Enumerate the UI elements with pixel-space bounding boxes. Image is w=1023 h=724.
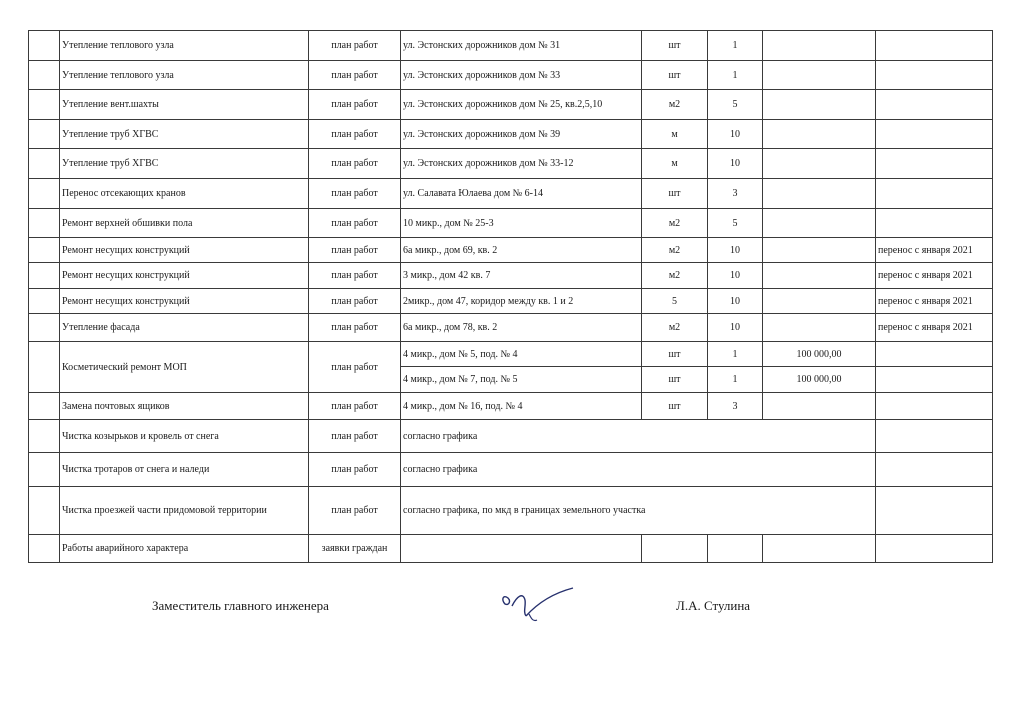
work-unit: 5 <box>642 289 708 314</box>
table-row <box>29 342 993 367</box>
work-unit: шт <box>642 179 708 209</box>
work-address: 10 микр., дом № 25-3 <box>401 209 642 238</box>
work-qty: 5 <box>708 90 763 120</box>
work-note <box>876 120 993 149</box>
work-type: план работ <box>309 420 401 453</box>
work-type: план работ <box>309 209 401 238</box>
work-qty: 10 <box>708 314 763 342</box>
work-address: ул. Эстонских дорожников дом № 33-12 <box>401 149 642 179</box>
work-type: план работ <box>309 263 401 289</box>
table-row <box>29 179 993 209</box>
work-type: заявки граждан <box>309 535 401 563</box>
work-note <box>876 179 993 209</box>
work-type: план работ <box>309 179 401 209</box>
work-unit: шт <box>642 342 708 367</box>
work-name: Ремонт несущих конструкций <box>60 238 309 263</box>
work-type: план работ <box>309 120 401 149</box>
signer-position: Заместитель главного инженера <box>152 598 329 613</box>
work-unit: шт <box>642 393 708 420</box>
work-address: ул. Эстонских дорожников дом № 39 <box>401 120 642 149</box>
work-amount <box>763 179 876 209</box>
work-unit: м2 <box>642 238 708 263</box>
work-unit: м2 <box>642 314 708 342</box>
work-note <box>876 61 993 90</box>
work-unit: м2 <box>642 90 708 120</box>
work-note: перенос с января 2021 <box>876 263 993 289</box>
work-address: 4 микр., дом № 5, под. № 4 <box>401 342 642 367</box>
work-amount <box>763 120 876 149</box>
work-name: Ремонт несущих конструкций <box>60 289 309 314</box>
work-amount <box>763 31 876 61</box>
work-amount <box>763 289 876 314</box>
table-row <box>29 209 993 238</box>
work-address: 4 микр., дом № 16, под. № 4 <box>401 393 642 420</box>
work-name: Чистка тротаров от снега и наледи <box>60 453 309 487</box>
work-unit: м <box>642 149 708 179</box>
work-type: план работ <box>309 453 401 487</box>
work-qty: 10 <box>708 120 763 149</box>
work-amount: 100 000,00 <box>763 367 876 393</box>
work-type: план работ <box>309 342 401 393</box>
work-address: 6а микр., дом 69, кв. 2 <box>401 238 642 263</box>
work-type: план работ <box>309 90 401 120</box>
work-qty: 1 <box>708 61 763 90</box>
work-amount <box>763 209 876 238</box>
work-address: ул. Салавата Юлаева дом № 6-14 <box>401 179 642 209</box>
table-row <box>29 31 993 61</box>
table-row <box>29 487 993 535</box>
work-name: Ремонт верхней обшивки пола <box>60 209 309 238</box>
work-type: план работ <box>309 289 401 314</box>
work-unit: шт <box>642 367 708 393</box>
work-amount <box>763 263 876 289</box>
work-address: ул. Эстонских дорожников дом № 31 <box>401 31 642 61</box>
table-row <box>29 61 993 90</box>
table-row <box>29 90 993 120</box>
work-type: план работ <box>309 393 401 420</box>
work-type: план работ <box>309 238 401 263</box>
work-name: Чистка проезжей части придомовой территории <box>60 487 309 535</box>
work-amount <box>763 61 876 90</box>
work-note: перенос с января 2021 <box>876 289 993 314</box>
work-qty: 1 <box>708 31 763 61</box>
work-name: Косметический ремонт МОП <box>60 342 309 393</box>
work-amount: 100 000,00 <box>763 342 876 367</box>
table-row <box>29 263 993 289</box>
signer-name: Л.А. Стулина <box>676 598 751 613</box>
work-address: согласно графика <box>401 453 876 487</box>
work-note <box>876 149 993 179</box>
works-table <box>28 30 993 563</box>
work-address: 6а микр., дом 78, кв. 2 <box>401 314 642 342</box>
work-address: ул. Эстонских дорожников дом № 25, кв.2,5,10 <box>401 90 642 120</box>
work-qty: 10 <box>708 289 763 314</box>
work-name: Утепление теплового узла <box>60 31 309 61</box>
work-note: перенос с января 2021 <box>876 238 993 263</box>
work-qty: 1 <box>708 367 763 393</box>
work-name: Чистка козырьков и кровель от снега <box>60 420 309 453</box>
work-type: план работ <box>309 31 401 61</box>
work-note <box>876 90 993 120</box>
work-qty: 3 <box>708 393 763 420</box>
work-type: план работ <box>309 61 401 90</box>
work-name: Работы аварийного характера <box>60 535 309 563</box>
work-unit: м2 <box>642 263 708 289</box>
work-qty: 3 <box>708 179 763 209</box>
work-name: Утепление теплового узла <box>60 61 309 90</box>
table-row <box>29 149 993 179</box>
work-unit: м2 <box>642 209 708 238</box>
work-unit: шт <box>642 31 708 61</box>
work-qty: 1 <box>708 342 763 367</box>
table-row <box>29 420 993 453</box>
work-name: Перенос отсекающих кранов <box>60 179 309 209</box>
table-row <box>29 238 993 263</box>
work-address: согласно графика <box>401 420 876 453</box>
work-type: план работ <box>309 314 401 342</box>
work-note <box>876 209 993 238</box>
signature-icon <box>495 578 590 628</box>
table-row <box>29 289 993 314</box>
work-name: Утепление фасада <box>60 314 309 342</box>
table-row <box>29 393 993 420</box>
table-row <box>29 453 993 487</box>
work-qty: 10 <box>708 238 763 263</box>
work-type: план работ <box>309 149 401 179</box>
work-note: перенос с января 2021 <box>876 314 993 342</box>
work-amount <box>763 90 876 120</box>
work-name: Утепление труб ХГВС <box>60 120 309 149</box>
work-address: 4 микр., дом № 7, под. № 5 <box>401 367 642 393</box>
work-qty: 10 <box>708 263 763 289</box>
table-row <box>29 120 993 149</box>
work-unit: шт <box>642 61 708 90</box>
work-name: Утепление труб ХГВС <box>60 149 309 179</box>
work-address: 2микр., дом 47, коридор между кв. 1 и 2 <box>401 289 642 314</box>
work-amount <box>763 314 876 342</box>
work-address: 3 микр., дом 42 кв. 7 <box>401 263 642 289</box>
table-row <box>29 535 993 563</box>
work-note <box>876 31 993 61</box>
work-qty: 5 <box>708 209 763 238</box>
work-amount <box>763 149 876 179</box>
work-qty: 10 <box>708 149 763 179</box>
work-name: Ремонт несущих конструкций <box>60 263 309 289</box>
work-name: Замена почтовых ящиков <box>60 393 309 420</box>
work-unit: м <box>642 120 708 149</box>
work-address: согласно графика, по мкд в границах земельного участка <box>401 487 876 535</box>
work-address: ул. Эстонских дорожников дом № 33 <box>401 61 642 90</box>
work-name: Утепление вент.шахты <box>60 90 309 120</box>
work-amount <box>763 238 876 263</box>
table-row <box>29 314 993 342</box>
work-type: план работ <box>309 487 401 535</box>
